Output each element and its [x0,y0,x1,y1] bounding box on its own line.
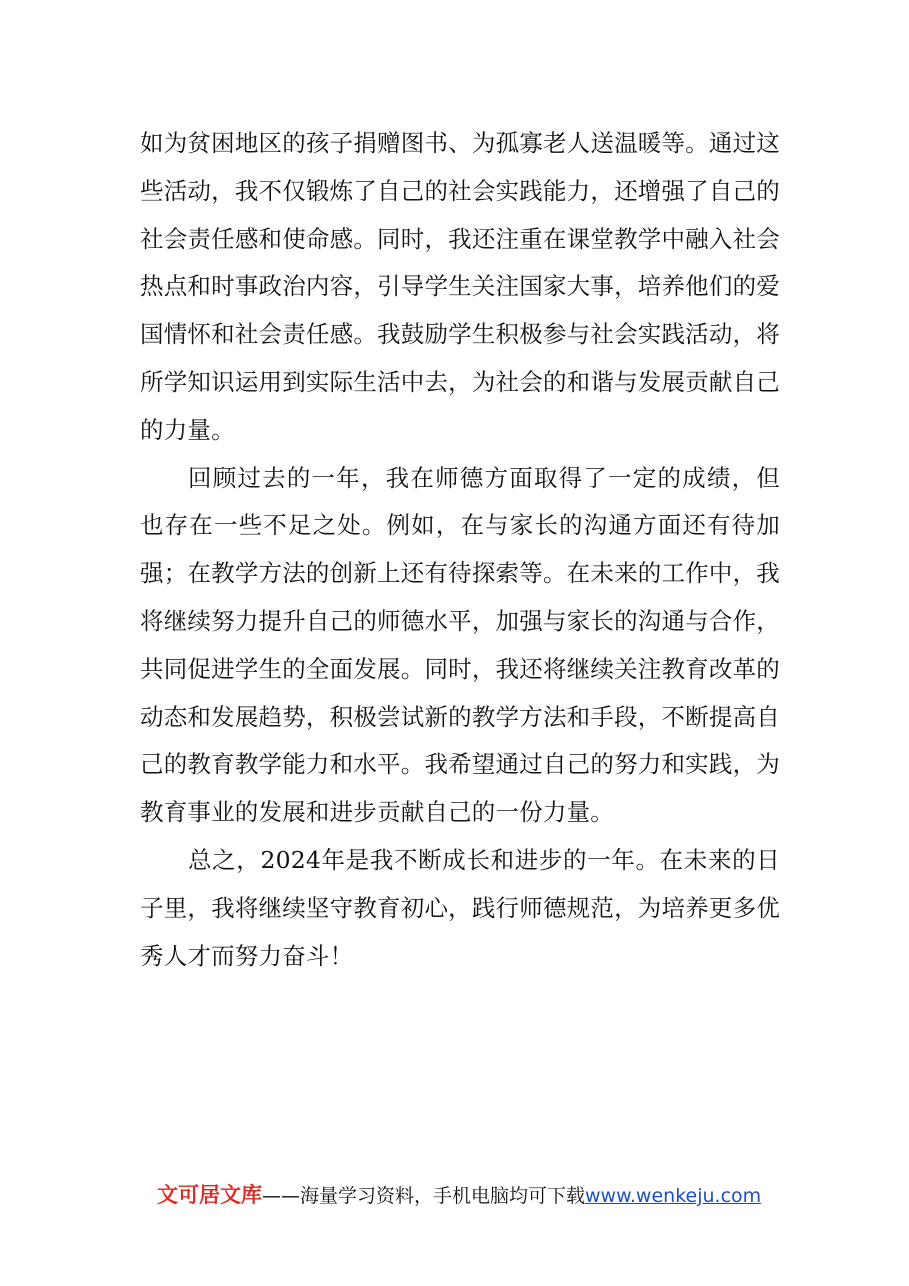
paragraph-continuation: 如为贫困地区的孩子捐赠图书、为孤寡老人送温暖等。通过这些活动，我不仅锻炼了自己的社会实践能力，还增强了自己的社会责任感和使命感。同时，我还注重在课堂教学中融入社会热点和时事政治内容，引导学生关注国家大事，培养他们的爱国情怀和社会责任感。我鼓励学生积极参与社会实践活动，将所学知识运用到实际生活中去，为社会的和谐与发展贡献自己的力量。 [140,129,780,444]
document-body [140,120,780,980]
footer-tagline: ——海量学习资料，手机电脑均可下载 [262,1185,586,1207]
paragraph-conclusion: 总之，2024年是我不断成长和进步的一年。在未来的日子里，我将继续坚守教育初心，践行师德规范，为培养更多优秀人才而努力奋斗！ [140,845,780,970]
footer-brand: 文可居文库 [157,1183,262,1207]
paragraph-review: 回顾过去的一年，我在师德方面取得了一定的成绩，但也存在一些不足之处。例如，在与家长的沟通方面还有待加强；在教学方法的创新上还有待探索等。在未来的工作中，我将继续努力提升自己的师德水平，加强与家长的沟通与合作，共同促进学生的全面发展。同时，我还将继续关注教育改革的动态和发展趋势，积极尝试新的教学方法和手段，不断提高自己的教育教学能力和水平。我希望通过自己的努力和实践，为教育事业的发展和进步贡献自己的一份力量。 [140,463,780,827]
footer-banner [157,1180,797,1211]
footer-website-link[interactable]: www.wenkeju.com [585,1185,762,1207]
